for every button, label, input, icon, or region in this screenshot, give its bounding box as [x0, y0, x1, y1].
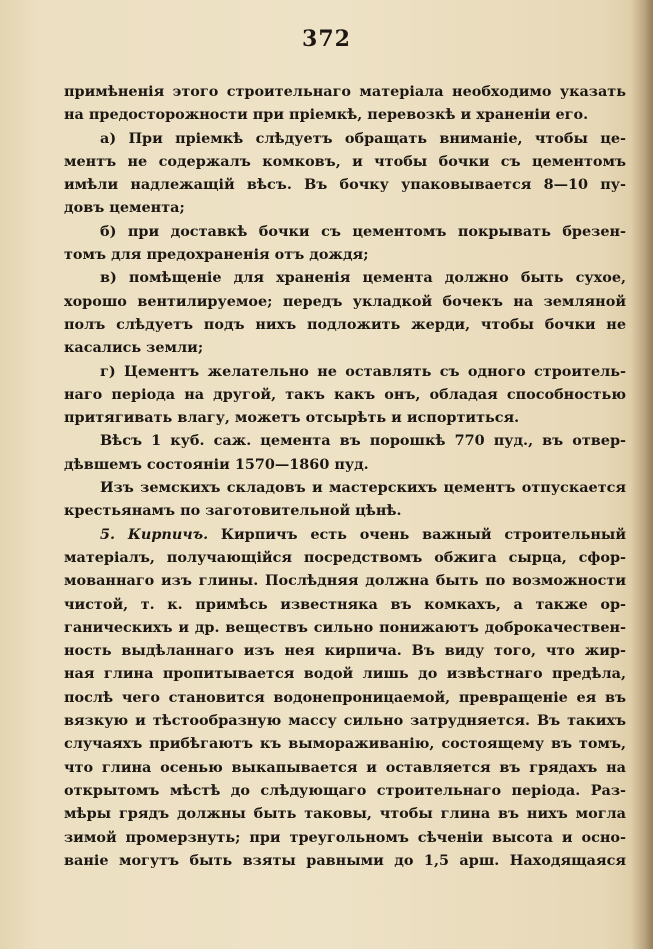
page-edge-shadow	[631, 0, 653, 949]
line-text: ментъ не содержалъ комковъ, и чтобы бочки съ цементомъ	[64, 152, 626, 170]
text-line	[64, 779, 626, 802]
text-line	[64, 662, 626, 685]
line-text: притягивать влагу, можетъ отсырѣть и испортиться.	[64, 409, 520, 427]
line-text: довъ цемента;	[64, 199, 185, 217]
text-line	[64, 453, 626, 476]
line-text: открытомъ мѣстѣ до слѣдующаго строительнаго періода. Раз-	[64, 781, 626, 799]
line-text: г) Цементъ желательно не оставлять съ одного строитель-	[100, 362, 626, 380]
line-text: послѣ чего становится водонепроницаемой, превращеніе ея въ	[64, 688, 626, 706]
line-text: полъ слѣдуетъ подъ нихъ подложить жерди, чтобы бочки не	[64, 315, 626, 333]
text-line	[64, 150, 626, 173]
text-line	[64, 336, 626, 359]
line-text: матеріалъ, получающійся посредствомъ обжига сырца, сфор-	[64, 548, 626, 566]
line-text: ная глина пропитывается водой лишь до извѣстнаго предѣла,	[64, 665, 626, 683]
text-line	[64, 429, 626, 452]
text-line	[64, 290, 626, 313]
text-line	[64, 756, 626, 779]
line-text: мованнаго изъ глины. Послѣдняя должна быть по возможности	[64, 572, 626, 590]
text-line	[64, 709, 626, 732]
line-text: зимой промерзнуть; при треугольномъ сѣченіи высота и осно-	[64, 828, 626, 846]
page-number: 372	[302, 26, 351, 52]
body-text	[64, 80, 626, 872]
line-text: наго періода на другой, такъ какъ онъ, обладая способностью	[64, 385, 626, 403]
text-line	[64, 593, 626, 616]
line-text: дѣвшемъ состояніи 1570—1860 пуд.	[64, 455, 369, 473]
line-text: в) помѣщеніе для храненія цемента должно быть сухое,	[100, 269, 626, 287]
text-line	[64, 849, 626, 872]
line-text: томъ для предохраненія отъ дождя;	[64, 246, 369, 264]
line-text: Изъ земскихъ складовъ и мастерскихъ цементъ отпускается	[100, 479, 626, 497]
line-text: мѣры грядъ должны быть таковы, чтобы глина въ нихъ могла	[64, 805, 626, 823]
text-line	[64, 686, 626, 709]
text-line	[64, 639, 626, 662]
line-text: имѣли надлежащій вѣсъ. Въ бочку упаковывается 8—10 пу-	[64, 176, 626, 194]
text-line	[64, 220, 626, 243]
line-text: случаяхъ прибѣгаютъ къ вымораживанію, состоящему въ томъ,	[64, 735, 626, 753]
line-text: вязкую и тѣстообразную массу сильно затрудняется. Въ такихъ	[64, 712, 626, 730]
text-line	[64, 476, 626, 499]
text-line	[64, 523, 626, 546]
line-text: на предосторожности при пріемкѣ, перевозкѣ и храненіи его.	[64, 106, 589, 124]
text-line	[64, 266, 626, 289]
text-line	[64, 80, 626, 103]
text-line	[64, 732, 626, 755]
line-text: чистой, т. к. примѣсь известняка въ комкахъ, а также ор-	[64, 595, 626, 613]
text-line	[64, 802, 626, 825]
text-line	[64, 616, 626, 639]
text-line	[64, 569, 626, 592]
text-line	[64, 173, 626, 196]
line-text: Вѣсъ 1 куб. саж. цемента въ порошкѣ 770 пуд., въ отвер-	[100, 432, 626, 450]
line-text: ганическихъ и др. веществъ сильно понижаютъ доброкачествен-	[64, 618, 626, 636]
line-text: что глина осенью выкапывается и оставляется въ грядахъ на	[64, 758, 626, 776]
text-line	[64, 196, 626, 219]
text-line	[64, 243, 626, 266]
line-text: крестьянамъ по заготовительной цѣнѣ.	[64, 502, 402, 520]
text-line	[64, 360, 626, 383]
line-text: касались земли;	[64, 339, 204, 357]
text-line	[64, 546, 626, 569]
text-line	[64, 127, 626, 150]
text-line	[64, 313, 626, 336]
line-text: Кирпичъ есть очень важный строительный	[220, 525, 626, 543]
line-text: а) При пріемкѣ слѣдуетъ обращать вниманіе, чтобы це-	[100, 129, 626, 147]
line-text: б) при доставкѣ бочки съ цементомъ покрывать брезен-	[100, 222, 626, 240]
text-line	[64, 406, 626, 429]
line-text: ваніе могутъ быть взяты равными до 1,5 арш. Находящаяся	[64, 851, 626, 869]
line-text: ность выдѣланнаго изъ нея кирпича. Въ виду того, что жир-	[64, 642, 626, 660]
section-heading: 5. Кирпичъ.	[100, 525, 209, 543]
text-line	[64, 383, 626, 406]
line-text: хорошо вентилируемое; передъ укладкой бочекъ на земляной	[64, 292, 626, 310]
text-line	[64, 103, 626, 126]
text-line	[64, 826, 626, 849]
text-line	[64, 499, 626, 522]
line-text: примѣненія этого строительнаго матеріала необходимо указать	[64, 83, 626, 100]
